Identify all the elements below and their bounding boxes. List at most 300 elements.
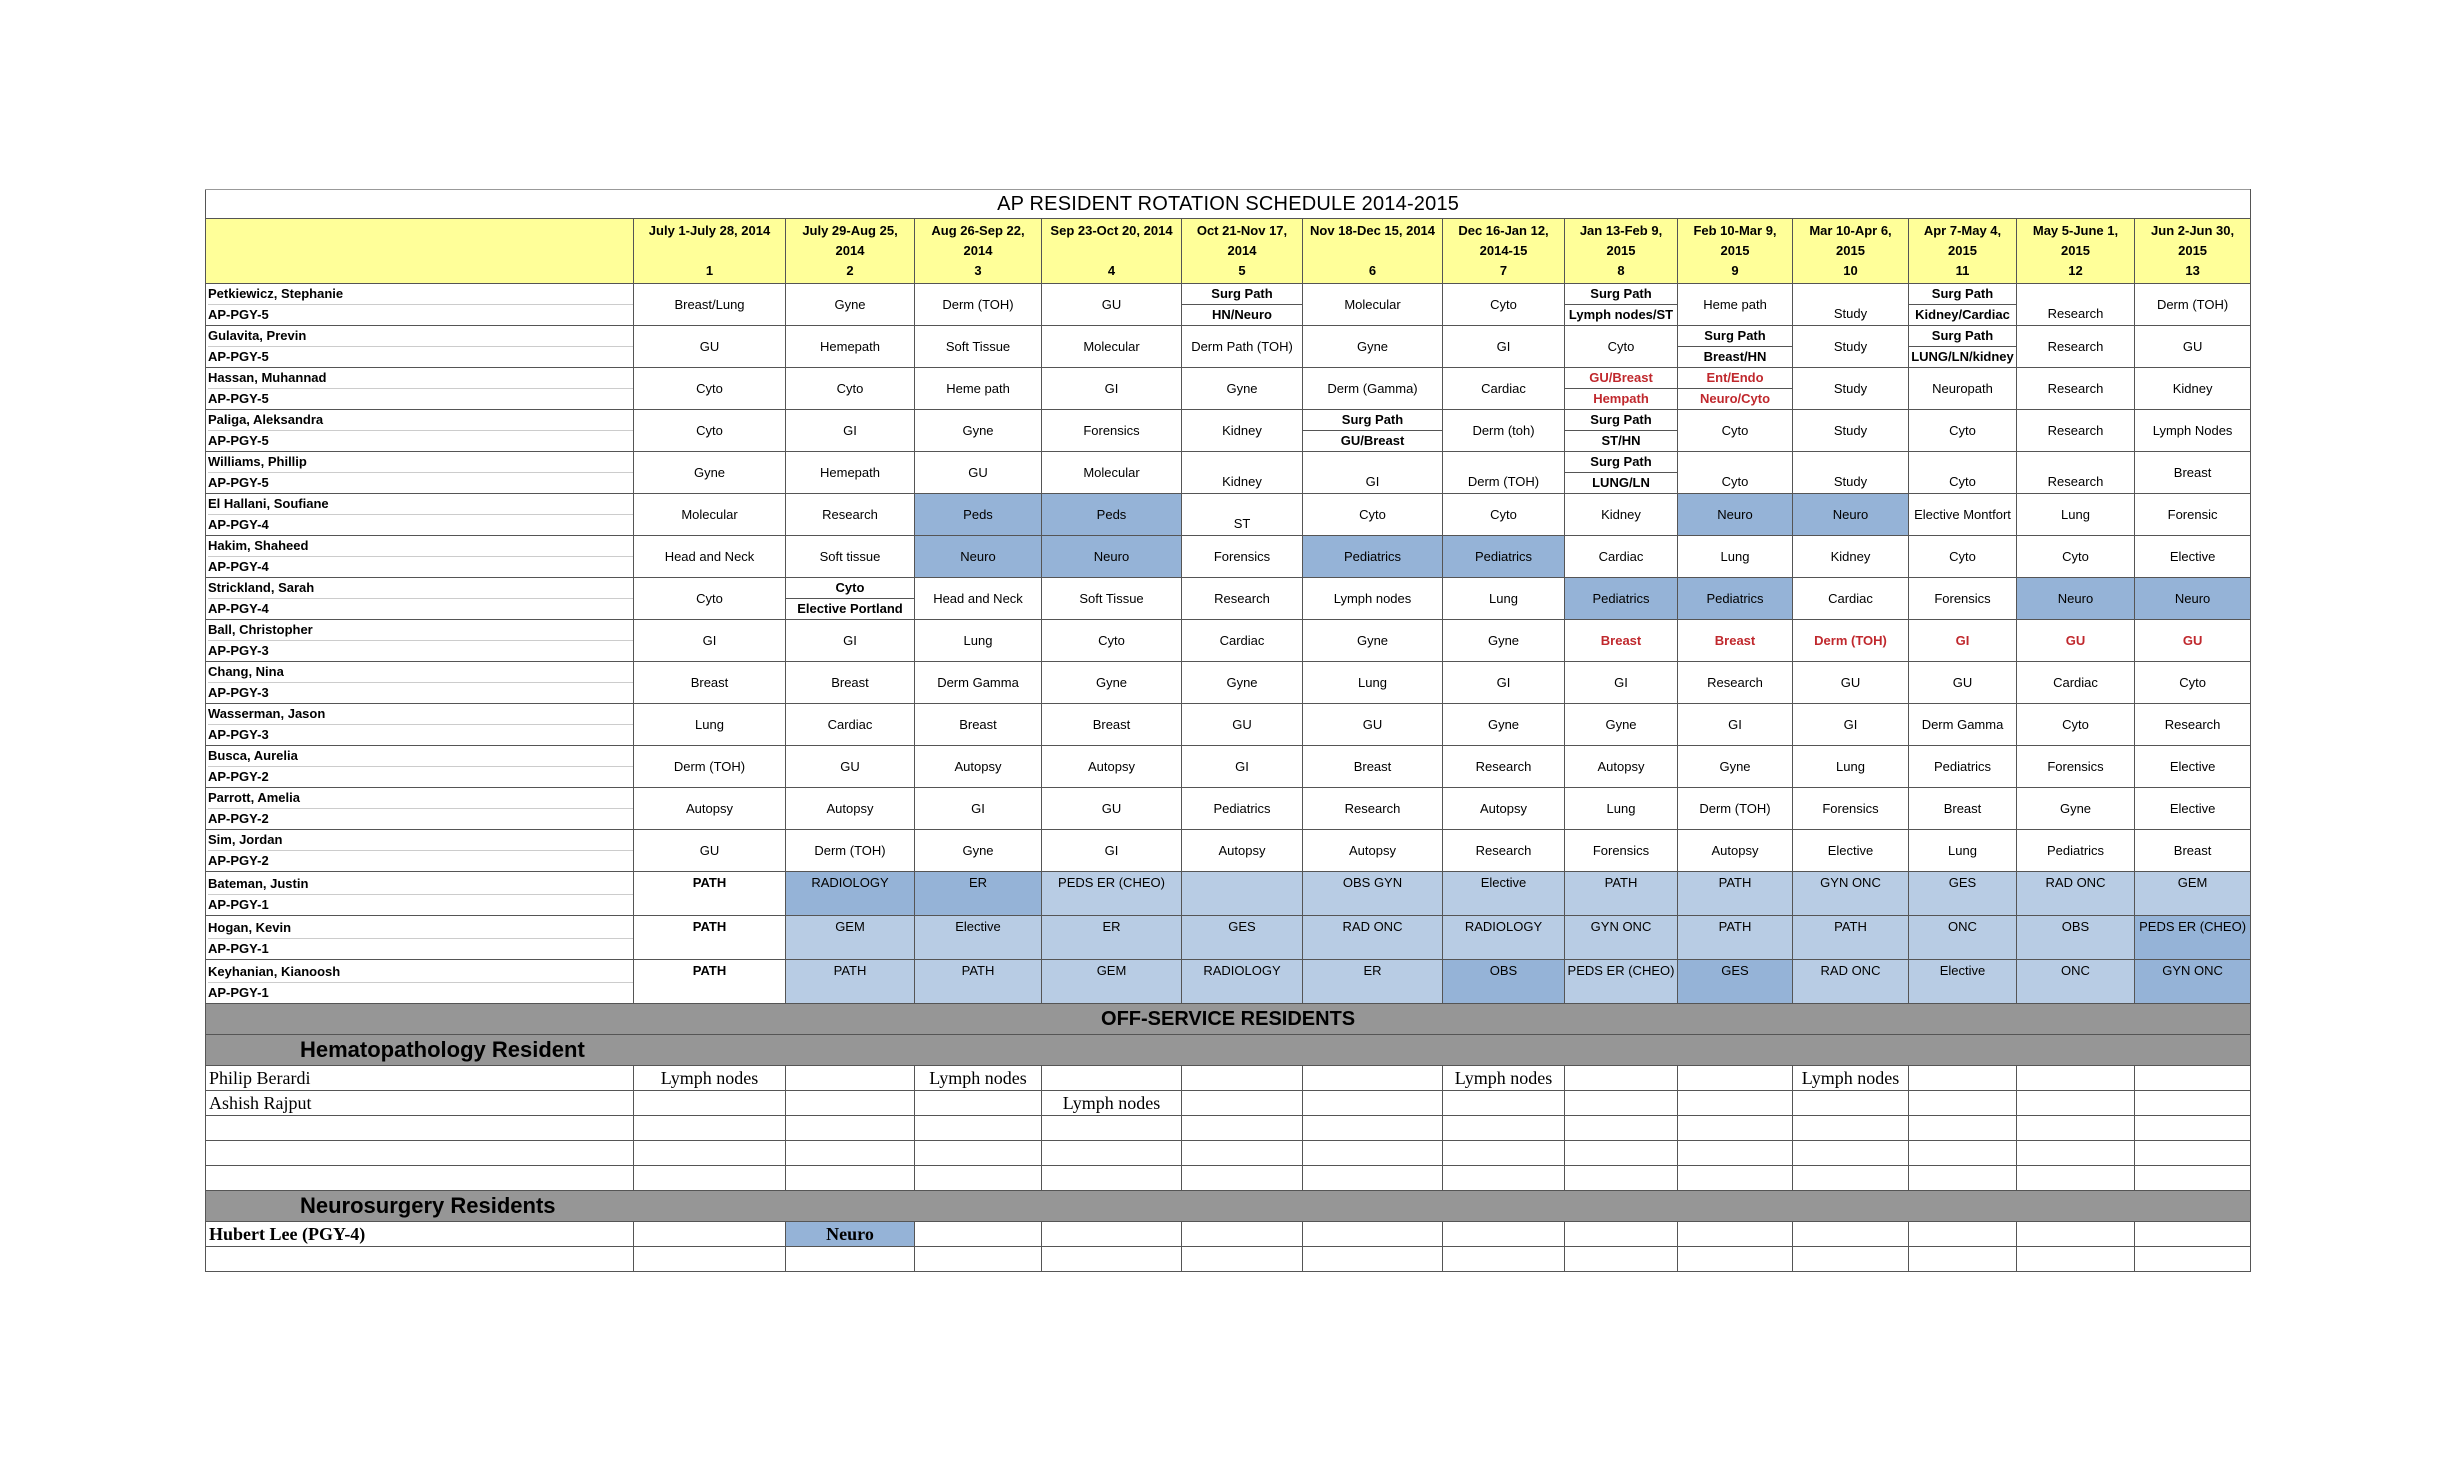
rotation-label: Elective <box>2169 800 2216 816</box>
rotation-cell <box>1182 746 1303 788</box>
rotation-label: GU <box>2182 632 2203 648</box>
rotation-cell <box>1793 704 1909 746</box>
rotation-cell <box>1042 746 1182 788</box>
rotation-label: Cyto <box>696 590 723 606</box>
rotation-label: GU <box>1362 716 1383 732</box>
rotation-cell <box>786 494 915 536</box>
rotation-label: Autopsy <box>1597 758 1645 774</box>
rotation-label: Neuro <box>2057 590 2094 606</box>
rotation-cell <box>1678 1066 1793 1091</box>
empty-cell <box>1182 1166 1303 1191</box>
rotation-part: ST/HN <box>1565 430 1677 451</box>
resident-name-cell <box>206 536 634 578</box>
rotation-label: OBS <box>1489 963 1518 978</box>
rotation-cell <box>1042 830 1182 872</box>
rotation-label: Derm (TOH) <box>942 296 1014 312</box>
rotation-label: Peds <box>963 506 993 522</box>
block-header <box>1565 219 1678 284</box>
empty-cell <box>1793 1166 1909 1191</box>
block-dates: Mar 10-Apr 6, 2015 <box>1809 223 1892 258</box>
rotation-cell <box>1909 746 2017 788</box>
empty-cell <box>1565 1247 1678 1272</box>
block-number: 13 <box>2185 263 2200 278</box>
rotation-label: Soft Tissue <box>945 338 1011 354</box>
resident-name: Williams, Phillip <box>208 454 307 469</box>
rotation-label: Lung <box>1720 548 1750 564</box>
resident-name-cell <box>206 960 634 1004</box>
block-header <box>786 219 915 284</box>
rotation-part: Hempath <box>1565 388 1677 409</box>
rotation-cell <box>1793 326 1909 368</box>
rotation-label: Cardiac <box>1828 590 1873 606</box>
rotation-cell <box>1443 830 1565 872</box>
rotation-cell <box>1443 704 1565 746</box>
rotation-label: Research <box>2047 306 2104 321</box>
rotation-cell <box>634 410 786 452</box>
rotation-label: GEM <box>1096 963 1127 978</box>
rotation-label: Gyne <box>1487 632 1520 648</box>
rotation-cell <box>1443 494 1565 536</box>
rotation-label: Elective Montfort <box>1914 506 2011 522</box>
rotation-label: Research <box>822 506 878 522</box>
empty-cell <box>1909 1116 2017 1141</box>
rotation-part: Neuro/Cyto <box>1678 388 1792 409</box>
resident-name-cell <box>206 452 634 494</box>
rotation-cell <box>1678 1091 1793 1116</box>
hemepath-resident-name: Ashish Rajput <box>206 1091 634 1116</box>
rotation-label: Autopsy <box>1088 758 1135 774</box>
rotation-part: Surg Path <box>1931 286 1994 301</box>
rotation-cell <box>1042 1222 1182 1247</box>
rotation-cell <box>1443 916 1565 960</box>
rotation-cell <box>915 830 1042 872</box>
blank-row <box>206 1141 2251 1166</box>
rotation-label: Cardiac <box>1598 548 1644 564</box>
rotation-label: PATH <box>1604 875 1638 890</box>
rotation-label: Kidney <box>2172 380 2213 396</box>
rotation-label: Research <box>1475 758 1532 774</box>
rotation-label: Autopsy <box>1711 842 1759 858</box>
rotation-cell <box>1565 494 1678 536</box>
rotation-label: GES <box>1228 919 1256 934</box>
rotation-cell <box>634 578 786 620</box>
rotation-label: Hemepath <box>820 464 880 480</box>
rotation-label: Derm (TOH) <box>814 842 886 858</box>
rotation-label: Forensics <box>1592 842 1650 858</box>
block-dates: Jun 2-Jun 30, 2015 <box>2151 223 2235 258</box>
rotation-label: Derm Path (TOH) <box>1191 338 1293 354</box>
rotation-cell <box>1793 662 1909 704</box>
rotation-label: Kidney <box>1601 506 1641 522</box>
resident-name: Gulavita, Previn <box>208 328 307 343</box>
empty-cell <box>915 1247 1042 1272</box>
rotation-cell <box>1678 494 1793 536</box>
hemepath-row <box>206 1091 2251 1116</box>
rotation-label: ER <box>1363 963 1382 978</box>
rotation-cell <box>634 1091 786 1116</box>
rotation-cell <box>1042 494 1182 536</box>
rotation-label: Study <box>1833 306 1868 321</box>
rotation-cell <box>2135 368 2251 410</box>
rotation-cell <box>1303 872 1443 916</box>
rotation-label: GES <box>1721 963 1749 978</box>
empty-cell <box>786 1247 915 1272</box>
rotation-cell <box>915 326 1042 368</box>
rotation-cell <box>915 620 1042 662</box>
resident-name: Keyhanian, Kianoosh <box>208 964 341 979</box>
empty-cell <box>1565 1166 1678 1191</box>
rotation-cell <box>1565 1091 1678 1116</box>
rotation-label: Soft tissue <box>819 548 881 564</box>
rotation-cell <box>1303 578 1443 620</box>
rotation-cell <box>2017 830 2135 872</box>
blank-row <box>206 1116 2251 1141</box>
empty-cell <box>1793 1116 1909 1141</box>
block-number: 1 <box>705 263 714 278</box>
resident-pgy: AP-PGY-4 <box>208 514 633 535</box>
rotation-cell <box>915 1091 1042 1116</box>
block-dates: Sep 23-Oct 20, 2014 <box>1050 223 1173 238</box>
rotation-label: Neuro <box>1832 506 1869 522</box>
rotation-cell <box>786 662 915 704</box>
rotation-cell <box>786 1091 915 1116</box>
block-number: 12 <box>2068 263 2083 278</box>
rotation-cell <box>1909 1066 2017 1091</box>
rotation-part: LUNG/LN <box>1565 472 1677 493</box>
rotation-label: Neuro <box>1717 506 1753 522</box>
rotation-cell <box>786 620 915 662</box>
rotation-cell <box>634 830 786 872</box>
rotation-label: Soft Tissue <box>1079 590 1144 606</box>
resident-pgy: AP-PGY-2 <box>208 808 633 829</box>
resident-pgy: AP-PGY-5 <box>208 346 633 367</box>
resident-name: Chang, Nina <box>208 664 284 679</box>
rotation-label: GI <box>702 632 717 648</box>
rotation-cell <box>2017 960 2135 1004</box>
rotation-label: GI <box>1843 716 1858 732</box>
rotation-label: GU <box>1232 716 1252 732</box>
rotation-cell <box>786 788 915 830</box>
rotation-label: Molecular <box>1083 338 1140 354</box>
rotation-part: GU/Breast <box>1589 370 1653 385</box>
rotation-label: Gyne <box>1226 674 1258 690</box>
rotation-cell <box>2017 326 2135 368</box>
rotation-label: Research <box>2047 422 2104 438</box>
rotation-cell <box>1793 620 1909 662</box>
rotation-cell <box>915 536 1042 578</box>
rotation-cell <box>1042 1066 1182 1091</box>
rotation-cell <box>1565 284 1678 326</box>
rotation-label: Autopsy <box>686 800 733 816</box>
rotation-cell <box>2017 662 2135 704</box>
resident-pgy: AP-PGY-5 <box>208 430 633 451</box>
rotation-label: Gyne <box>962 422 994 438</box>
rotation-label: Cyto <box>696 380 723 396</box>
rotation-label: GU <box>1101 800 1122 816</box>
rotation-label: Heme path <box>946 380 1010 396</box>
rotation-cell <box>786 578 915 620</box>
rotation-cell <box>634 326 786 368</box>
rotation-label: Research <box>1344 800 1401 816</box>
rotation-label: ONC <box>2061 963 2090 978</box>
block-header <box>1443 219 1565 284</box>
rotation-label: Elective <box>1827 842 1874 858</box>
block-number: 11 <box>1955 263 1970 278</box>
rotation-label: GYN ONC <box>2162 963 2223 978</box>
rotation-label: Cyto <box>1607 338 1635 354</box>
rotation-cell <box>1678 578 1793 620</box>
resident-pgy: AP-PGY-5 <box>208 304 633 325</box>
resident-name-cell <box>206 494 634 536</box>
rotation-cell <box>2017 410 2135 452</box>
rotation-cell <box>1042 284 1182 326</box>
rotation-cell <box>1042 960 1182 1004</box>
rotation-label: GEM <box>2177 875 2208 890</box>
rotation-cell <box>1678 620 1793 662</box>
resident-row <box>206 536 2251 578</box>
rotation-cell <box>634 746 786 788</box>
rotation-label: Cyto <box>2062 716 2089 732</box>
rotation-cell <box>2017 916 2135 960</box>
rotation-cell <box>1303 326 1443 368</box>
rotation-label: RAD ONC <box>1342 919 1403 934</box>
rotation-label: ER <box>1102 919 1121 934</box>
rotation-cell <box>1303 704 1443 746</box>
rotation-label: GI <box>1104 380 1119 396</box>
rotation-label: Breast <box>690 674 729 690</box>
resident-pgy: AP-PGY-3 <box>208 682 633 703</box>
rotation-cell <box>634 916 786 960</box>
resident-name: Bateman, Justin <box>208 876 309 891</box>
rotation-label: Cardiac <box>1481 380 1526 396</box>
resident-name: Parrott, Amelia <box>208 790 300 805</box>
rotation-cell <box>2017 1066 2135 1091</box>
rotation-label: PEDS ER (CHEO) <box>2139 919 2247 934</box>
rotation-label: Study <box>1833 422 1868 438</box>
rotation-label: Derm (TOH) <box>673 758 746 774</box>
rotation-label: PATH <box>692 963 727 978</box>
rotation-label: GI <box>1365 474 1380 489</box>
empty-cell <box>1303 1247 1443 1272</box>
rotation-cell <box>1443 452 1565 494</box>
rotation-cell <box>1042 788 1182 830</box>
rotation-label: GU <box>2182 338 2203 354</box>
rotation-label: GI <box>971 800 985 816</box>
rotation-cell <box>1443 1091 1565 1116</box>
rotation-label: Elective <box>1480 875 1527 890</box>
rotation-cell <box>1303 410 1443 452</box>
rotation-cell <box>1678 746 1793 788</box>
rotation-label: Derm Gamma <box>1921 716 2004 732</box>
rotation-cell <box>915 1222 1042 1247</box>
rotation-cell <box>1182 578 1303 620</box>
rotation-cell <box>1303 620 1443 662</box>
rotation-label: GU <box>840 758 860 774</box>
resident-pgy: AP-PGY-1 <box>208 982 633 1003</box>
resident-name: Ball, Christopher <box>208 622 313 637</box>
rotation-part: Surg Path <box>1590 412 1652 427</box>
rotation-label: GI <box>1235 758 1249 774</box>
empty-cell <box>1182 1247 1303 1272</box>
empty-cell <box>1042 1247 1182 1272</box>
rotation-label: PATH <box>1718 875 1752 890</box>
rotation-cell <box>2017 578 2135 620</box>
rotation-cell <box>2017 536 2135 578</box>
empty-cell <box>206 1247 634 1272</box>
rotation-label: ER <box>968 875 988 890</box>
rotation-label: Elective <box>1939 963 1986 978</box>
rotation-label: Lymph nodes <box>1333 590 1412 606</box>
resident-name: Busca, Aurelia <box>208 748 298 763</box>
rotation-cell <box>786 536 915 578</box>
hemepath-row <box>206 1066 2251 1091</box>
rotation-label: Research <box>1475 842 1532 858</box>
rotation-part: Surg Path <box>1211 286 1273 301</box>
rotation-cell <box>2135 494 2251 536</box>
rotation-cell <box>1182 536 1303 578</box>
rotation-label: PATH <box>833 963 867 978</box>
rotation-label: Autopsy <box>954 758 1002 774</box>
rotation-cell <box>1909 284 2017 326</box>
rotation-cell <box>1182 872 1303 916</box>
rotation-cell <box>1182 916 1303 960</box>
rotation-cell <box>1909 704 2017 746</box>
rotation-part: Cyto <box>835 580 865 595</box>
resident-row <box>206 452 2251 494</box>
rotation-cell <box>2017 620 2135 662</box>
resident-pgy: AP-PGY-3 <box>208 640 633 661</box>
rotation-label: ONC <box>1948 919 1977 934</box>
rotation-label: Forensic <box>2167 506 2218 522</box>
resident-name: El Hallani, Soufiane <box>208 496 329 511</box>
rotation-cell <box>915 284 1042 326</box>
rotation-cell <box>1303 494 1443 536</box>
empty-cell <box>786 1141 915 1166</box>
rotation-cell <box>1793 368 1909 410</box>
rotation-label: Gyne <box>834 296 866 312</box>
rotation-label: Gyne <box>1226 380 1258 396</box>
rotation-cell <box>634 872 786 916</box>
rotation-label: Kidney <box>1222 422 1262 438</box>
rotation-cell <box>1303 746 1443 788</box>
rotation-label: GI <box>1955 632 1970 648</box>
empty-cell <box>1909 1141 2017 1166</box>
rotation-cell <box>1909 536 2017 578</box>
rotation-label: Research <box>2047 380 2104 396</box>
rotation-label: Study <box>1833 338 1868 354</box>
rotation-label: Research <box>1214 590 1270 606</box>
rotation-label: GI <box>843 422 857 438</box>
rotation-cell <box>1909 1222 2017 1247</box>
block-dates: Dec 16-Jan 12, 2014-15 <box>1458 223 1549 258</box>
empty-cell <box>1565 1141 1678 1166</box>
rotation-label: Cyto <box>836 380 864 396</box>
rotation-label: Pediatrics <box>1933 758 1992 774</box>
empty-cell <box>1042 1166 1182 1191</box>
rotation-label: Neuropath <box>1932 380 1993 396</box>
rotation-label: Breast <box>1092 716 1131 732</box>
rotation-cell <box>1909 662 2017 704</box>
rotation-cell <box>1565 704 1678 746</box>
empty-cell <box>915 1166 1042 1191</box>
rotation-cell <box>786 284 915 326</box>
rotation-cell <box>1793 746 1909 788</box>
rotation-label: Cyto <box>1949 474 1976 489</box>
rotation-part: Kidney/Cardiac <box>1909 304 2016 325</box>
rotation-label: Derm (TOH) <box>2156 296 2229 312</box>
rotation-cell <box>1793 452 1909 494</box>
rotation-cell <box>1565 960 1678 1004</box>
rotation-label: Molecular <box>1344 296 1401 312</box>
rotation-cell <box>2135 578 2251 620</box>
rotation-label: Breast <box>959 716 997 732</box>
rotation-label: Research <box>2164 716 2221 732</box>
rotation-cell <box>1793 916 1909 960</box>
rotation-label: Breast <box>1714 632 1756 648</box>
resident-name-cell <box>206 916 634 960</box>
rotation-cell <box>1793 1091 1909 1116</box>
rotation-cell <box>1909 620 2017 662</box>
empty-cell <box>2135 1116 2251 1141</box>
rotation-cell <box>2135 1066 2251 1091</box>
rotation-label: GYN ONC <box>1590 919 1652 934</box>
rotation-cell <box>915 662 1042 704</box>
rotation-cell <box>1565 620 1678 662</box>
off-service-banner-row <box>206 1004 2251 1035</box>
rotation-cell <box>2135 916 2251 960</box>
rotation-cell <box>1678 704 1793 746</box>
rotation-cell <box>1565 1222 1678 1247</box>
rotation-label: Cyto <box>1098 632 1125 648</box>
rotation-cell <box>1303 662 1443 704</box>
resident-row <box>206 916 2251 960</box>
rotation-label: Cardiac <box>1219 632 1265 648</box>
rotation-cell <box>786 1066 915 1091</box>
rotation-label: Lung <box>963 632 993 648</box>
rotation-cell <box>1303 1066 1443 1091</box>
rotation-cell <box>1182 620 1303 662</box>
rotation-cell <box>786 326 915 368</box>
rotation-cell <box>2017 284 2135 326</box>
rotation-label: Autopsy <box>1480 800 1527 816</box>
rotation-cell <box>1182 1222 1303 1247</box>
blank-row <box>206 1247 2251 1272</box>
rotation-cell <box>1042 620 1182 662</box>
rotation-cell <box>1793 960 1909 1004</box>
rotation-label: GI <box>1496 338 1511 354</box>
rotation-part: Lymph nodes/ST <box>1565 304 1677 325</box>
rotation-label: Lung <box>2061 506 2090 522</box>
resident-name-cell <box>206 410 634 452</box>
rotation-cell <box>786 410 915 452</box>
rotation-cell: Lymph nodes <box>1042 1091 1182 1116</box>
empty-cell <box>634 1116 786 1141</box>
rotation-label: Forensics <box>1934 590 1991 606</box>
rotation-cell <box>1565 410 1678 452</box>
empty-cell <box>1443 1141 1565 1166</box>
rotation-cell <box>1678 452 1793 494</box>
rotation-cell <box>1443 960 1565 1004</box>
rotation-cell <box>915 704 1042 746</box>
rotation-cell <box>634 662 786 704</box>
rotation-label: Neuro <box>960 548 996 564</box>
rotation-label: Breast <box>1353 758 1392 774</box>
rotation-cell <box>1042 916 1182 960</box>
rotation-cell <box>2017 494 2135 536</box>
rotation-label: Breast <box>2173 464 2212 480</box>
rotation-cell <box>1443 788 1565 830</box>
rotation-label: GU <box>1101 296 1122 312</box>
